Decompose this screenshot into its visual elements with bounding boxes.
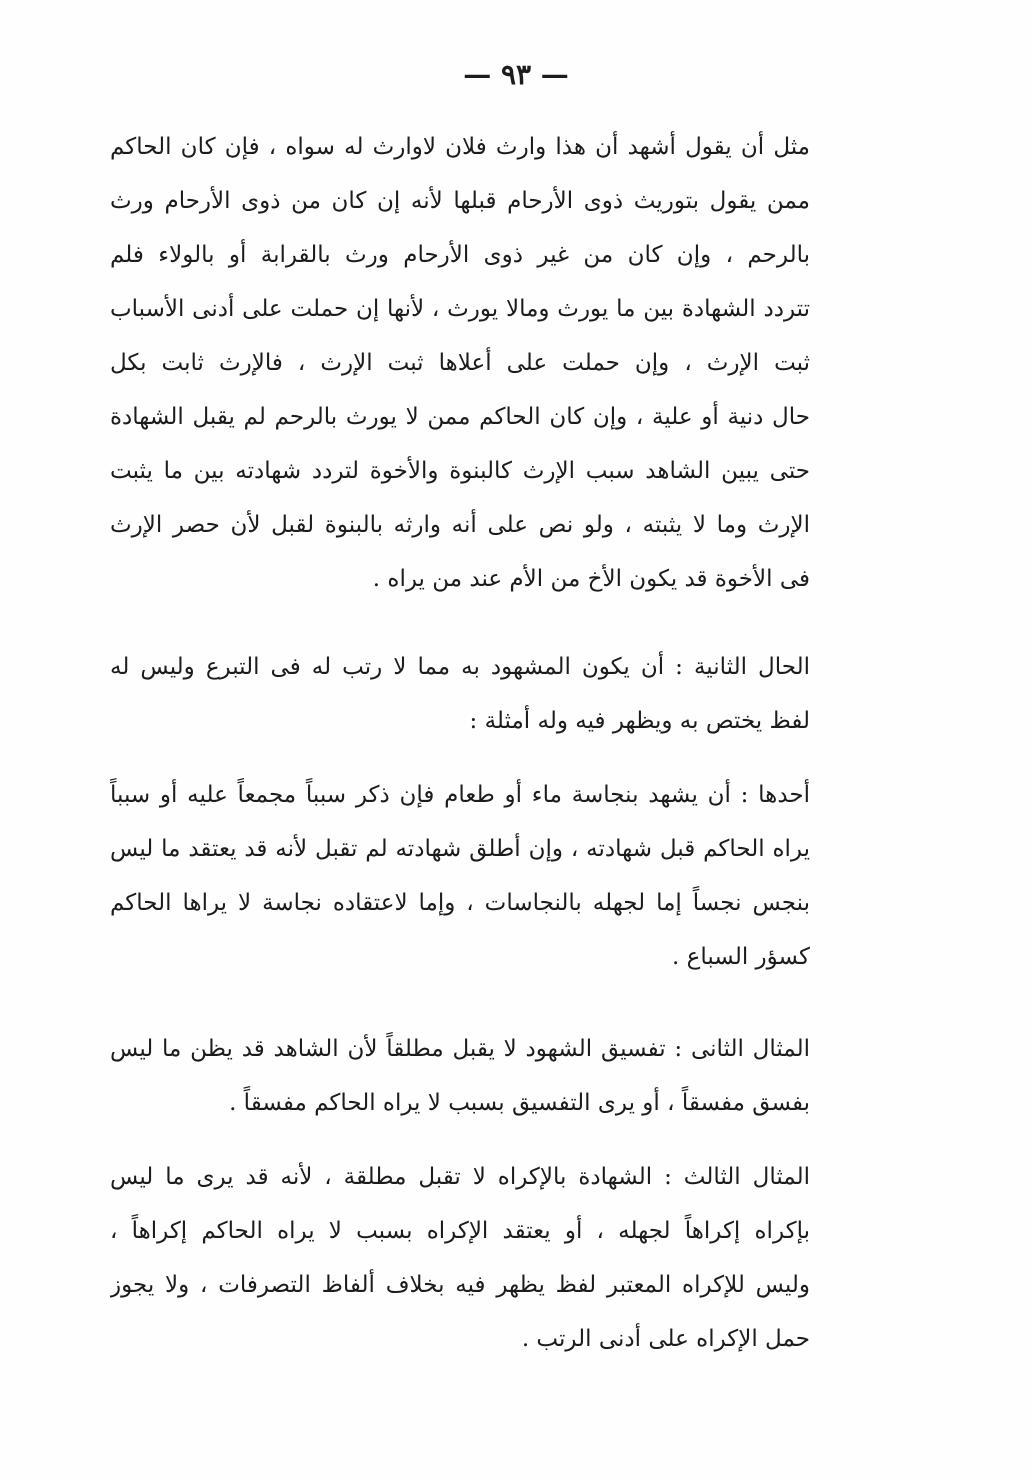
text-line: الإرث وما لا يثبته ، ولو نص على أنه وارثه بالبنوة لقبل لأن حصر الإرث: [110, 512, 810, 538]
paragraph-example-three: [110, 1150, 810, 1366]
text-line: كسؤر السباع .: [672, 944, 810, 970]
text-line: مثل أن يقول أشهد أن هذا وارث فلان لاوارث له سواه ، فإن كان الحاكم: [110, 134, 810, 160]
text-line: بإكراه إكراهاً لجهله ، أو يعتقد الإكراه بسبب لا يراه الحاكم إكراهاً ،: [110, 1218, 810, 1244]
text-line: حتى يبين الشاهد سبب الإرث كالبنوة والأخوة لتردد شهادته بين ما يثبت: [110, 458, 810, 484]
paragraph-inheritance-testimony: [110, 120, 810, 606]
text-line: وليس للإكراه المعتبر لفظ يظهر فيه بخلاف ألفاظ التصرفات ، ولا يجوز: [110, 1272, 810, 1298]
text-line: أحدها : أن يشهد بنجاسة ماء أو طعام فإن ذكر سبباً مجمعاً عليه أو سبباً: [110, 782, 810, 808]
text-line: حمل الإكراه على أدنى الرتب .: [521, 1326, 810, 1352]
text-line: فى الأخوة قد يكون الأخ من الأم عند من يراه .: [372, 566, 810, 592]
text-line: حال دنية أو علية ، وإن كان الحاكم ممن لا يورث بالرحم لم يقبل الشهادة: [110, 404, 810, 430]
text-line: ثبت الإرث ، وإن حملت على أعلاها ثبت الإرث ، فالإرث ثابت بكل: [110, 350, 810, 376]
text-line: المثال الثانى : تفسيق الشهود لا يقبل مطلقاً لأن الشاهد قد يظن ما ليس: [110, 1036, 810, 1062]
paragraph-example-one: [110, 768, 810, 984]
text-line: المثال الثالث : الشهادة بالإكراه لا تقبل مطلقة ، لأنه قد يرى ما ليس: [110, 1164, 810, 1190]
paragraph-second-case: [110, 640, 810, 748]
text-line: يراه الحاكم قبل شهادته ، وإن أطلق شهادته لم تقبل لأنه قد يعتقد ما ليس: [110, 836, 810, 862]
page-number: — ٩٣ —: [463, 58, 569, 91]
text-line: تتردد الشهادة بين ما يورث ومالا يورث ، لأنها إن حملت على أدنى الأسباب: [110, 296, 810, 322]
text-line: بنجس نجساً إما لجهله بالنجاسات ، وإما لاعتقاده نجاسة لا يراها الحاكم: [110, 890, 810, 916]
paragraph-example-two: [110, 1022, 810, 1130]
text-line: ممن يقول بتوريث ذوى الأرحام قبلها لأنه إن كان من ذوى الأرحام ورث: [110, 188, 810, 214]
text-line: بفسق مفسقاً ، أو يرى التفسيق بسبب لا يراه الحاكم مفسقاً .: [229, 1090, 810, 1116]
text-line: لفظ يختص به ويظهر فيه وله أمثلة :: [469, 708, 810, 734]
text-line: بالرحم ، وإن كان من غير ذوى الأرحام ورث بالقرابة أو بالولاء فلم: [110, 242, 810, 268]
text-line: الحال الثانية : أن يكون المشهود به مما لا رتب له فى التبرع وليس له: [110, 654, 810, 680]
